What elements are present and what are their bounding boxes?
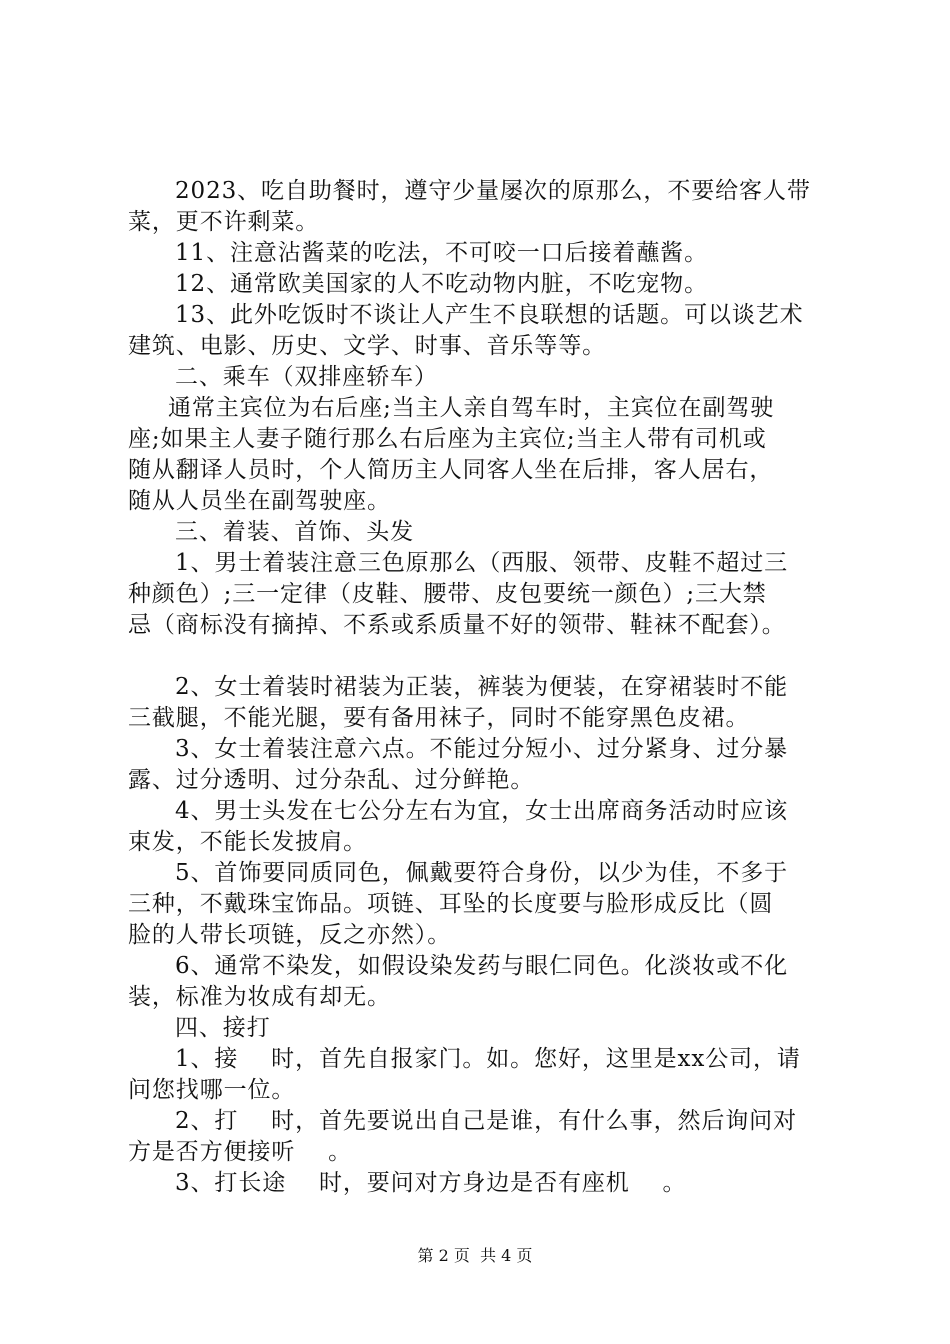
text-line: 12、通常欧美国家的人不吃动物内脏，不吃宠物。 bbox=[175, 271, 708, 297]
section-heading: 三、着装、首饰、头发 bbox=[175, 519, 414, 545]
page-footer: 第 2 页 共 4 页 bbox=[417, 1246, 533, 1265]
text-line: 装，标准为妆成有却无。 bbox=[128, 984, 391, 1010]
text-line: 束发，不能长发披肩。 bbox=[128, 829, 367, 855]
text-line: 11、注意沾酱菜的吃法，不可咬一口后接着蘸酱。 bbox=[175, 240, 708, 266]
text-line: 随从翻译人员时，个人简历主人同客人坐在后排，客人居右， bbox=[128, 457, 774, 483]
text-line: 座;如果主人妻子随行那么右后座为主宾位;当主人带有司机或 bbox=[128, 426, 767, 452]
document-body bbox=[128, 176, 840, 1199]
blank-line bbox=[128, 641, 840, 672]
text-line: 2023、吃自助餐时，遵守少量屡次的原那么，不要给客人带 bbox=[175, 178, 811, 204]
text-line: 4、男士头发在七公分左右为宜，女士出席商务活动时应该 bbox=[175, 798, 789, 824]
text-line: 13、此外吃饭时不谈让人产生不良联想的话题。可以谈艺术 bbox=[175, 302, 804, 328]
text-line: 1、男士着装注意三色原那么（西服、领带、皮鞋不超过三 bbox=[175, 550, 789, 576]
text-line: 方是否方便接听 。 bbox=[128, 1139, 353, 1165]
text-line: 随从人员坐在副驾驶座。 bbox=[128, 488, 391, 514]
text-line: 6、通常不染发，如假设染发药与眼仁同色。化淡妆或不化 bbox=[175, 953, 789, 979]
text-line: 三截腿，不能光腿，要有备用袜子，同时不能穿黑色皮裙。 bbox=[128, 705, 750, 731]
text-line: 2、打 时，首先要说出自己是谁，有什么事，然后询问对 bbox=[175, 1108, 797, 1134]
text-line: 3、女士着装注意六点。不能过分短小、过分紧身、过分暴 bbox=[175, 736, 789, 762]
text-line: 问您找哪一位。 bbox=[128, 1077, 296, 1103]
text-line: 2、女士着装时裙装为正装，裤装为便装，在穿裙装时不能 bbox=[175, 674, 789, 700]
text-line: 忌（商标没有摘掉、不系或系质量不好的领带、鞋袜不配套）。 bbox=[128, 612, 786, 638]
text-line: 5、首饰要同质同色，佩戴要符合身份，以少为佳，不多于 bbox=[175, 860, 789, 886]
text-line: 菜，更不许剩菜。 bbox=[128, 209, 320, 235]
text-line: 露、过分透明、过分杂乱、过分鲜艳。 bbox=[128, 767, 535, 793]
text-line: 种颜色）;三一定律（皮鞋、腰带、皮包要统一颜色）;三大禁 bbox=[128, 581, 767, 607]
section-heading: 四、接打 bbox=[175, 1015, 271, 1041]
text-line: 建筑、电影、历史、文学、时事、音乐等等。 bbox=[128, 333, 606, 359]
section-heading: 二、乘车（双排座轿车） bbox=[175, 364, 438, 390]
text-line: 1、接 时，首先自报家门。如。您好，这里是xx公司，请 bbox=[175, 1046, 801, 1072]
text-line: 脸的人带长项链，反之亦然）。 bbox=[128, 922, 452, 948]
text-line: 三种，不戴珠宝饰品。项链、耳坠的长度要与脸形成反比（圆 bbox=[128, 891, 774, 917]
text-line: 3、打长途 时，要问对方身边是否有座机 。 bbox=[175, 1170, 687, 1196]
text-line: 通常主宾位为右后座;当主人亲自驾车时，主宾位在副驾驶 bbox=[168, 395, 775, 421]
